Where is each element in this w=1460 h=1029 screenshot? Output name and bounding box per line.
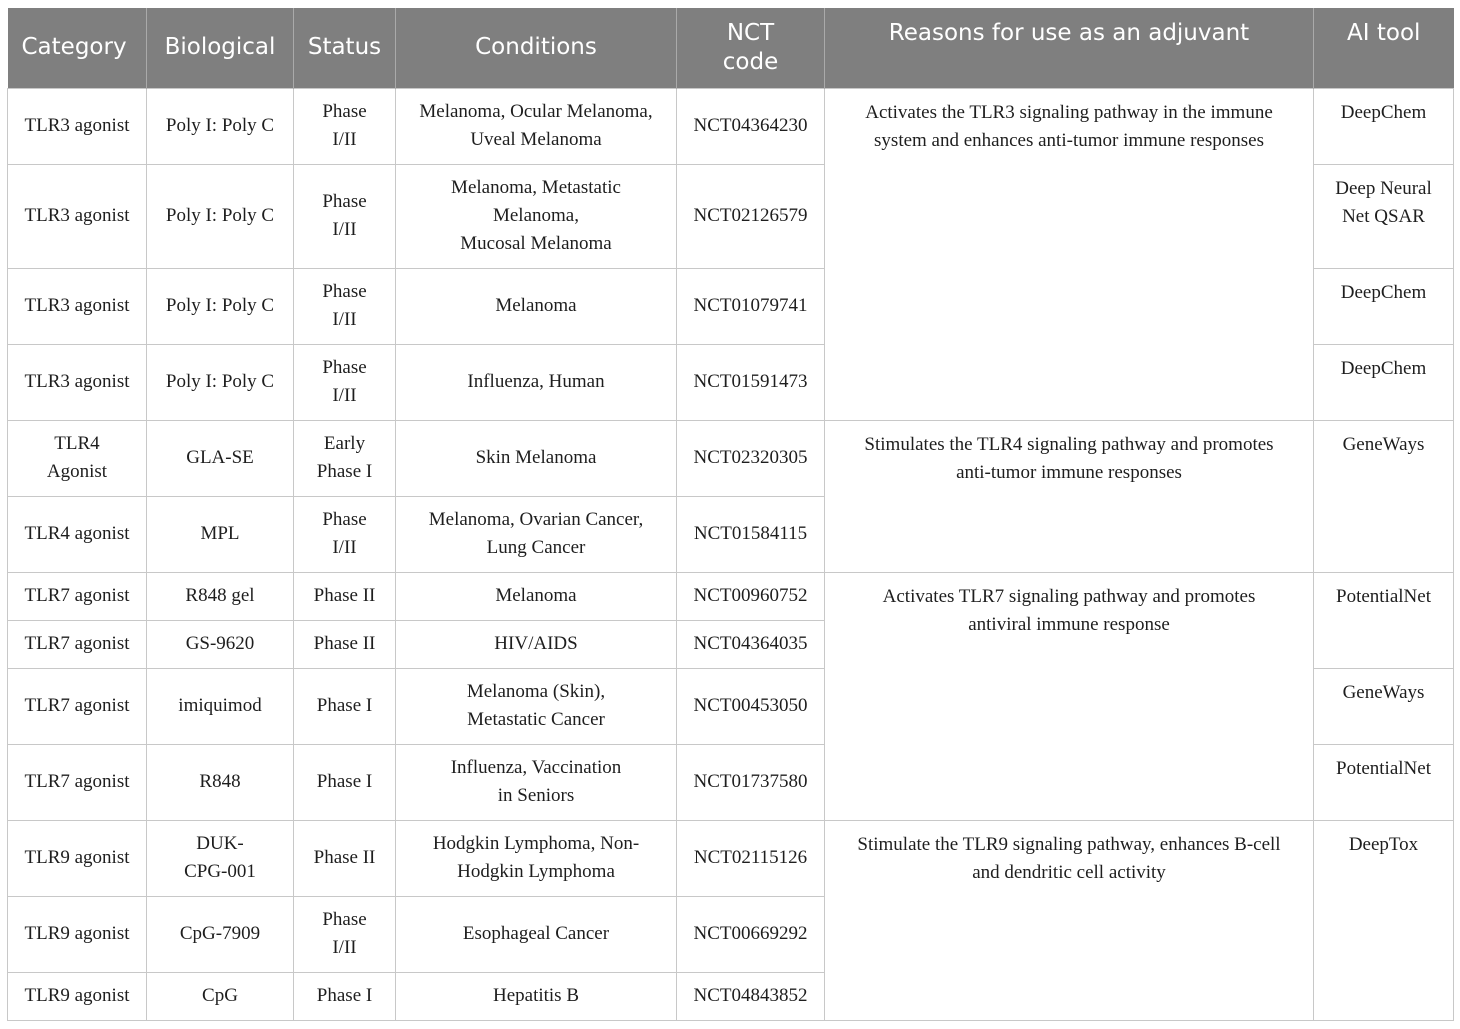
biological-line: CPG-001: [184, 861, 256, 882]
conditions-line: Hodgkin Lymphoma, Non-: [432, 833, 640, 854]
conditions-line: in Seniors: [497, 785, 575, 806]
category-line: Agonist: [46, 461, 108, 482]
cell-category: TLR4 agonist: [8, 496, 147, 572]
cell-biological: R848 gel: [147, 572, 294, 620]
cell-nct: NCT02320305: [677, 420, 825, 496]
cell-nct: NCT04364230: [677, 88, 825, 164]
status-line: I/II: [332, 309, 357, 330]
cell-nct: NCT00960752: [677, 572, 825, 620]
cell-ai-tool: DeepChem: [1314, 344, 1454, 420]
table-row: [8, 420, 1454, 496]
status-line: Phase I: [316, 461, 373, 482]
header-status: Status: [294, 8, 396, 88]
cell-category: TLR3 agonist: [8, 344, 147, 420]
cell-status: [294, 268, 396, 344]
cell-status: [294, 88, 396, 164]
cell-category: [8, 420, 147, 496]
reasons-line: anti-tumor immune responses: [956, 461, 1182, 483]
cell-category: TLR3 agonist: [8, 164, 147, 268]
status-line: I/II: [332, 385, 357, 406]
cell-conditions: Melanoma: [396, 572, 677, 620]
reasons-line: Activates the TLR3 signaling pathway in the immune: [865, 101, 1273, 123]
cell-ai-tool: PotentialNet: [1314, 572, 1454, 668]
cell-biological: MPL: [147, 496, 294, 572]
cell-conditions: [396, 88, 677, 164]
conditions-line: Uveal Melanoma: [470, 129, 602, 150]
cell-category: TLR9 agonist: [8, 972, 147, 1020]
cell-biological: [147, 820, 294, 896]
cell-nct: NCT02115126: [677, 820, 825, 896]
cell-conditions: [396, 744, 677, 820]
status-line: Phase: [322, 357, 367, 378]
cell-category: TLR7 agonist: [8, 620, 147, 668]
status-line: Phase: [322, 101, 367, 122]
cell-status: [294, 164, 396, 268]
cell-conditions: [396, 164, 677, 268]
header-category: Category: [8, 8, 147, 88]
conditions-line: Metastatic Cancer: [467, 709, 605, 730]
conditions-line: Mucosal Melanoma: [460, 233, 612, 254]
reasons-line: Stimulates the TLR4 signaling pathway and promotes: [864, 433, 1274, 455]
cell-ai-tool: GeneWays: [1314, 668, 1454, 744]
cell-status: Phase II: [294, 572, 396, 620]
conditions-line: Melanoma, Ocular Melanoma,: [419, 101, 653, 122]
cell-conditions: Skin Melanoma: [396, 420, 677, 496]
cell-reasons-tlr7: [825, 572, 1314, 820]
cell-reasons-tlr4: [825, 420, 1314, 572]
cell-status: Phase II: [294, 620, 396, 668]
cell-ai-tool: [1314, 164, 1454, 268]
cell-ai-tool: DeepTox: [1314, 820, 1454, 1020]
cell-status: [294, 420, 396, 496]
cell-biological: GLA-SE: [147, 420, 294, 496]
conditions-line: Melanoma, Metastatic: [451, 177, 621, 198]
cell-nct: NCT01737580: [677, 744, 825, 820]
status-line: Phase: [322, 509, 367, 530]
cell-nct: NCT00669292: [677, 896, 825, 972]
header-nct-code: [677, 8, 825, 88]
status-line: Phase: [322, 909, 367, 930]
cell-reasons-tlr9: [825, 820, 1314, 1020]
cell-biological: Poly I: Poly C: [147, 88, 294, 164]
cell-conditions: Influenza, Human: [396, 344, 677, 420]
reasons-line: and dendritic cell activity: [972, 861, 1166, 883]
header-nct-line1: NCT: [726, 19, 775, 46]
cell-status: Phase II: [294, 820, 396, 896]
header-row: [8, 8, 1454, 88]
cell-category: TLR3 agonist: [8, 268, 147, 344]
cell-nct: NCT01584115: [677, 496, 825, 572]
cell-biological: Poly I: Poly C: [147, 164, 294, 268]
cell-ai-tool: DeepChem: [1314, 268, 1454, 344]
cell-biological: Poly I: Poly C: [147, 344, 294, 420]
cell-biological: CpG-7909: [147, 896, 294, 972]
cell-biological: GS-9620: [147, 620, 294, 668]
table-row: [8, 820, 1454, 896]
cell-biological: imiquimod: [147, 668, 294, 744]
cell-ai-tool: GeneWays: [1314, 420, 1454, 572]
status-line: Phase: [322, 281, 367, 302]
cell-conditions: [396, 496, 677, 572]
cell-reasons-tlr3: [825, 88, 1314, 420]
cell-conditions: HIV/AIDS: [396, 620, 677, 668]
cell-nct: NCT01591473: [677, 344, 825, 420]
status-line: I/II: [332, 219, 357, 240]
cell-biological: CpG: [147, 972, 294, 1020]
category-line: TLR4: [54, 433, 100, 454]
cell-ai-tool: PotentialNet: [1314, 744, 1454, 820]
cell-category: TLR3 agonist: [8, 88, 147, 164]
reasons-line: system and enhances anti-tumor immune responses: [874, 129, 1264, 151]
cell-status: [294, 896, 396, 972]
cell-category: TLR9 agonist: [8, 896, 147, 972]
header-reasons: Reasons for use as an adjuvant: [825, 8, 1314, 88]
cell-category: TLR7 agonist: [8, 744, 147, 820]
status-line: I/II: [332, 129, 357, 150]
cell-status: [294, 344, 396, 420]
cell-category: TLR7 agonist: [8, 572, 147, 620]
table-row: [8, 572, 1454, 620]
cell-category: TLR7 agonist: [8, 668, 147, 744]
cell-conditions: [396, 668, 677, 744]
cell-conditions: Melanoma: [396, 268, 677, 344]
conditions-line: Melanoma, Ovarian Cancer,: [428, 509, 644, 530]
cell-biological: R848: [147, 744, 294, 820]
reasons-line: Activates TLR7 signaling pathway and promotes: [882, 585, 1256, 607]
reasons-line: Stimulate the TLR9 signaling pathway, enhances B-cell: [857, 833, 1281, 855]
conditions-line: Melanoma (Skin),: [466, 681, 606, 702]
cell-status: [294, 496, 396, 572]
status-line: I/II: [332, 537, 357, 558]
cell-nct: NCT04364035: [677, 620, 825, 668]
cell-nct: NCT02126579: [677, 164, 825, 268]
cell-biological: Poly I: Poly C: [147, 268, 294, 344]
status-line: I/II: [332, 937, 357, 958]
cell-conditions: [396, 820, 677, 896]
conditions-line: Influenza, Vaccination: [450, 757, 622, 778]
cell-conditions: Esophageal Cancer: [396, 896, 677, 972]
header-ai-tool: AI tool: [1314, 8, 1454, 88]
biological-line: DUK-: [196, 833, 244, 854]
table-row: [8, 88, 1454, 164]
conditions-line: Hodgkin Lymphoma: [457, 861, 615, 882]
header-biological: Biological: [147, 8, 294, 88]
cell-status: Phase I: [294, 744, 396, 820]
status-line: Phase: [322, 191, 367, 212]
cell-nct: NCT01079741: [677, 268, 825, 344]
conditions-line: Melanoma,: [492, 205, 579, 226]
cell-ai-tool: DeepChem: [1314, 88, 1454, 164]
cell-status: Phase I: [294, 972, 396, 1020]
status-line: Early: [323, 433, 366, 454]
cell-conditions: Hepatitis B: [396, 972, 677, 1020]
header-nct-line2: code: [722, 48, 779, 75]
cell-nct: NCT00453050: [677, 668, 825, 744]
cell-category: TLR9 agonist: [8, 820, 147, 896]
cell-status: Phase I: [294, 668, 396, 744]
header-conditions: Conditions: [396, 8, 677, 88]
adjuvant-table: [7, 8, 1454, 1021]
cell-nct: NCT04843852: [677, 972, 825, 1020]
ai-tool-line: Net QSAR: [1342, 205, 1425, 227]
conditions-line: Lung Cancer: [486, 537, 586, 558]
reasons-line: antiviral immune response: [968, 613, 1170, 635]
ai-tool-line: Deep Neural: [1335, 177, 1432, 199]
